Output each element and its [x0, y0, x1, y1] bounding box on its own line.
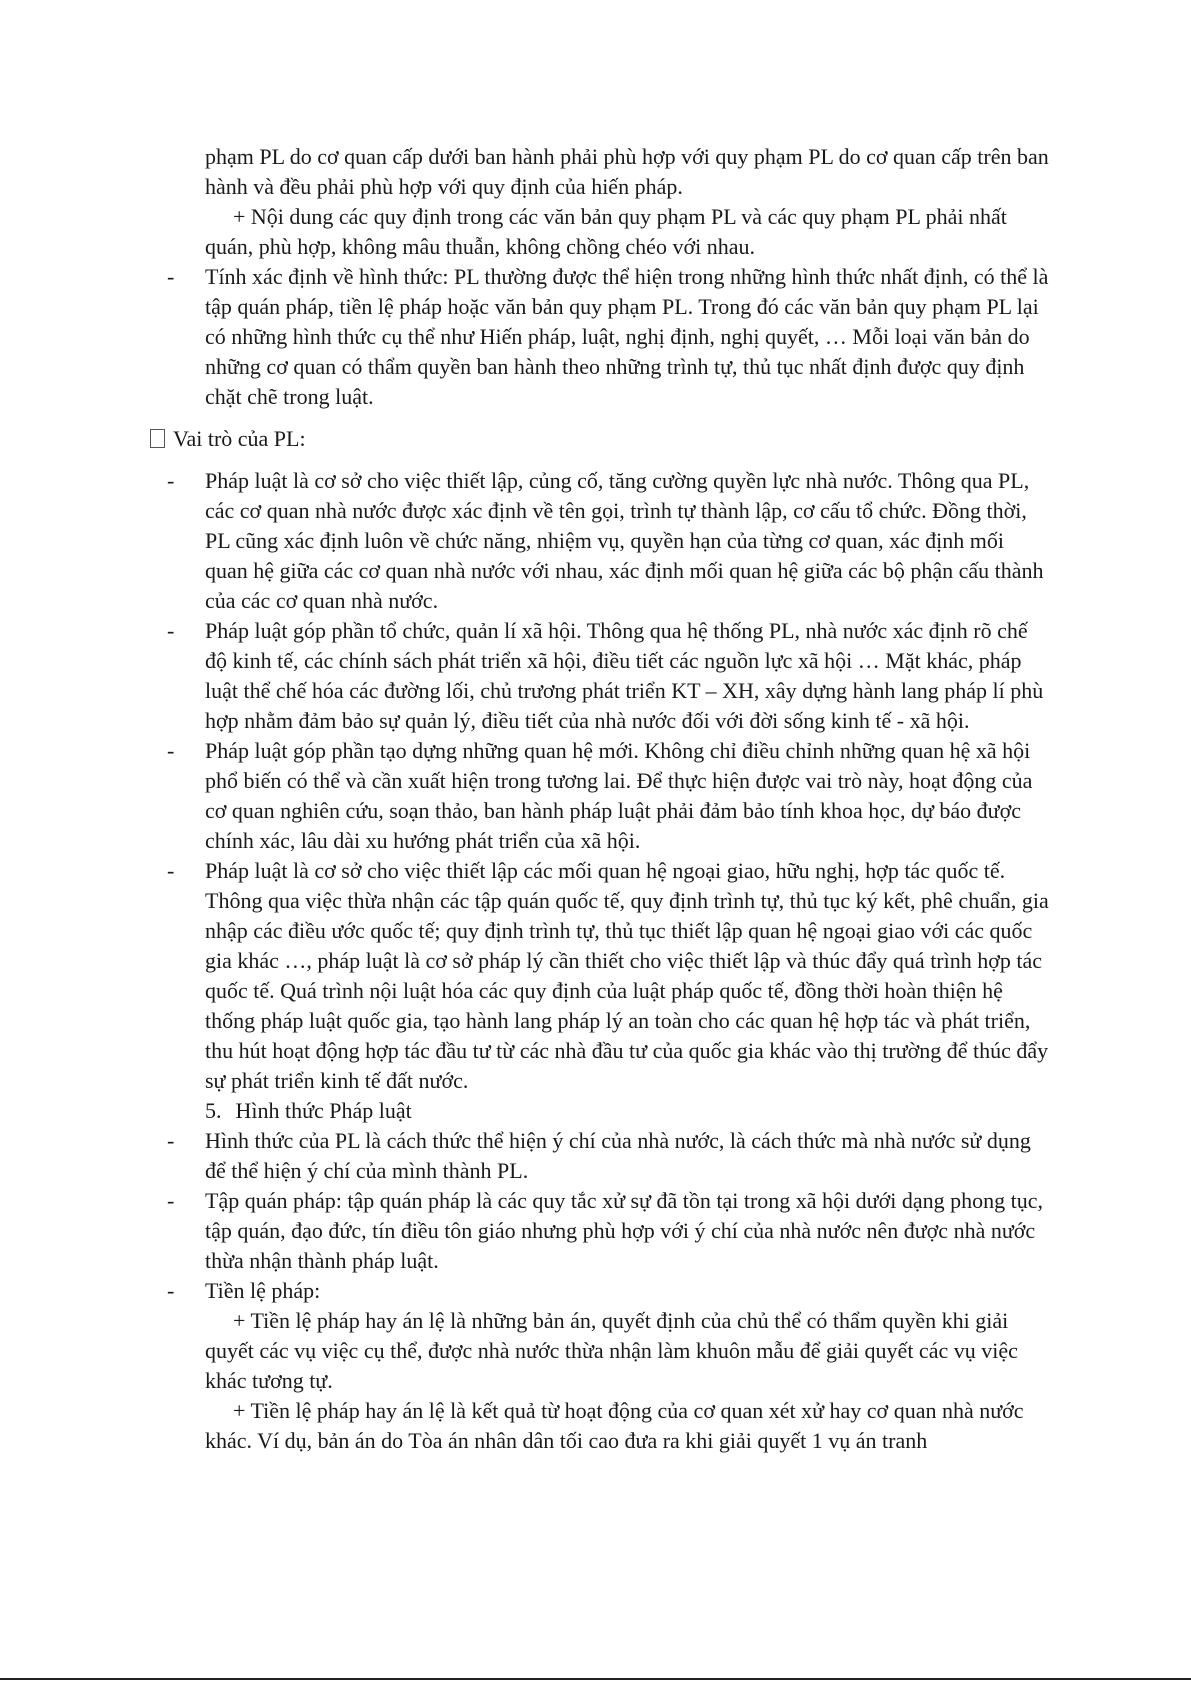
- list-item: - Tiền lệ pháp:: [150, 1276, 1050, 1306]
- dash-bullet: -: [167, 264, 175, 289]
- list-item: - Tính xác định về hình thức: PL thường được thể hiện trong những hình thức nhất định, có thể là tập quán pháp, tiền lệ pháp hoặc văn bản quy phạm PL. Trong đó các văn bản quy phạm PL lại có những hình thức cụ thể như Hiến pháp, luật, nghị định, nghị quyết, … Mỗi loại văn bản do những cơ quan có thẩm quyền ban hành theo những trình tự, thủ tục nhất định được quy định chặt chẽ trong luật.: [167, 264, 1049, 409]
- dash-bullet: -: [167, 468, 175, 493]
- dash-bullet: -: [167, 738, 175, 763]
- list-item: - Pháp luật góp phần tổ chức, quản lí xã hội. Thông qua hệ thống PL, nhà nước xác định rõ chế độ kinh tế, các chính sách phát triển xã hội, điều tiết các nguồn lực xã hội … Mặt khác, pháp luật thể chế hóa các đường lối, chủ trương phát triển KT – XH, xây dựng hành lang pháp lí phù hợp nhằm đảm bảo sự quản lý, điều tiết của nhà nước đối với đời sống kinh tế - xã hội.: [167, 618, 1044, 733]
- dash-bullet: -: [167, 858, 175, 883]
- dash-bullet: -: [167, 1278, 175, 1303]
- list-item: - Pháp luật góp phần tạo dựng những quan hệ mới. Không chỉ điều chỉnh những quan hệ xã hội phổ biến có thể và cần xuất hiện trong tương lai. Để thực hiện được vai trò này, hoạt động của cơ quan nghiên cứu, soạn thảo, ban hành pháp luật phải đảm bảo tính khoa học, dự báo được chính xác, lâu dài xu hướng phát triển của xã hội.: [167, 738, 1033, 853]
- paragraph-plus: + Tiền lệ pháp hay án lệ là kết quả từ hoạt động của cơ quan xét xử hay cơ quan nhà nước khác. Ví dụ, bản án do Tòa án nhân dân tối cao đưa ra khi giải quyết 1 vụ án tranh: [205, 1398, 1024, 1453]
- dash-bullet: -: [167, 1128, 175, 1153]
- document-body: [150, 142, 1050, 1456]
- list-item: - Tập quán pháp: tập quán pháp là các quy tắc xử sự đã tồn tại trong xã hội dưới dạng phong tục, tập quán, đạo đức, tín điều tôn giáo nhưng phù hợp với ý chí của nhà nước nên được nhà nước thừa nhận thành pháp luật.: [167, 1188, 1043, 1273]
- list-item: - Hình thức của PL là cách thức thể hiện ý chí của nhà nước, là cách thức mà nhà nước sử dụng để thể hiện ý chí của mình thành PL.: [167, 1128, 1031, 1183]
- section-heading-5: 5. Hình thức Pháp luật: [205, 1098, 412, 1123]
- dash-bullet: -: [167, 618, 175, 643]
- list-item: - Pháp luật là cơ sở cho việc thiết lập, củng cố, tăng cường quyền lực nhà nước. Thông qua PL, các cơ quan nhà nước được xác định về tên gọi, trình tự thành lập, cơ cấu tổ chức. Đồng thời, PL cũng xác định luôn về chức năng, nhiệm vụ, quyền hạn của từng cơ quan, xác định mối quan hệ giữa các cơ quan nhà nước với nhau, xác định mối quan hệ giữa các bộ phận cấu thành của các cơ quan nhà nước.: [167, 468, 1044, 613]
- paragraph-plus: + Nội dung các quy định trong các văn bản quy phạm PL và các quy phạm PL phải nhất quán, phù hợp, không mâu thuẫn, không chồng chéo với nhau.: [205, 204, 1007, 259]
- paragraph-plus: + Tiền lệ pháp hay án lệ là những bản án, quyết định của chủ thể có thẩm quyền khi giải quyết các vụ việc cụ thể, được nhà nước thừa nhận làm khuôn mẫu để giải quyết các vụ việc khác tương tự.: [205, 1308, 1018, 1393]
- page-bottom-rule: [0, 1678, 1191, 1680]
- paragraph: phạm PL do cơ quan cấp dưới ban hành phải phù hợp với quy phạm PL do cơ quan cấp trên ban hành và đều phải phù hợp với quy định của hiến pháp.: [205, 144, 1049, 199]
- section-heading-role: Vai trò của PL:: [150, 424, 1050, 454]
- list-item: - Pháp luật là cơ sở cho việc thiết lập các mối quan hệ ngoại giao, hữu nghị, hợp tác quốc tế. Thông qua việc thừa nhận các tập quán quốc tế, quy định trình tự, thủ tục ký kết, phê chuẩn, gia nhập các điều ước quốc tế; quy định trình tự, thủ tục thiết lập quan hệ ngoại giao với các quốc gia khác …, pháp luật là cơ sở pháp lý cần thiết cho việc thiết lập và thúc đẩy quá trình hợp tác quốc tế. Quá trình nội luật hóa các quy định của luật pháp quốc tế, đồng thời hoàn thiện hệ thống pháp luật quốc gia, tạo hành lang pháp lý an toàn cho các quan hệ hợp tác và phát triển, thu hút hoạt động hợp tác đầu tư từ các nhà đầu tư của quốc gia khác vào thị trường để thúc đẩy sự phát triển kinh tế đất nước.: [167, 858, 1049, 1093]
- checkbox-glyph-icon: [150, 429, 165, 448]
- dash-bullet: -: [167, 1188, 175, 1213]
